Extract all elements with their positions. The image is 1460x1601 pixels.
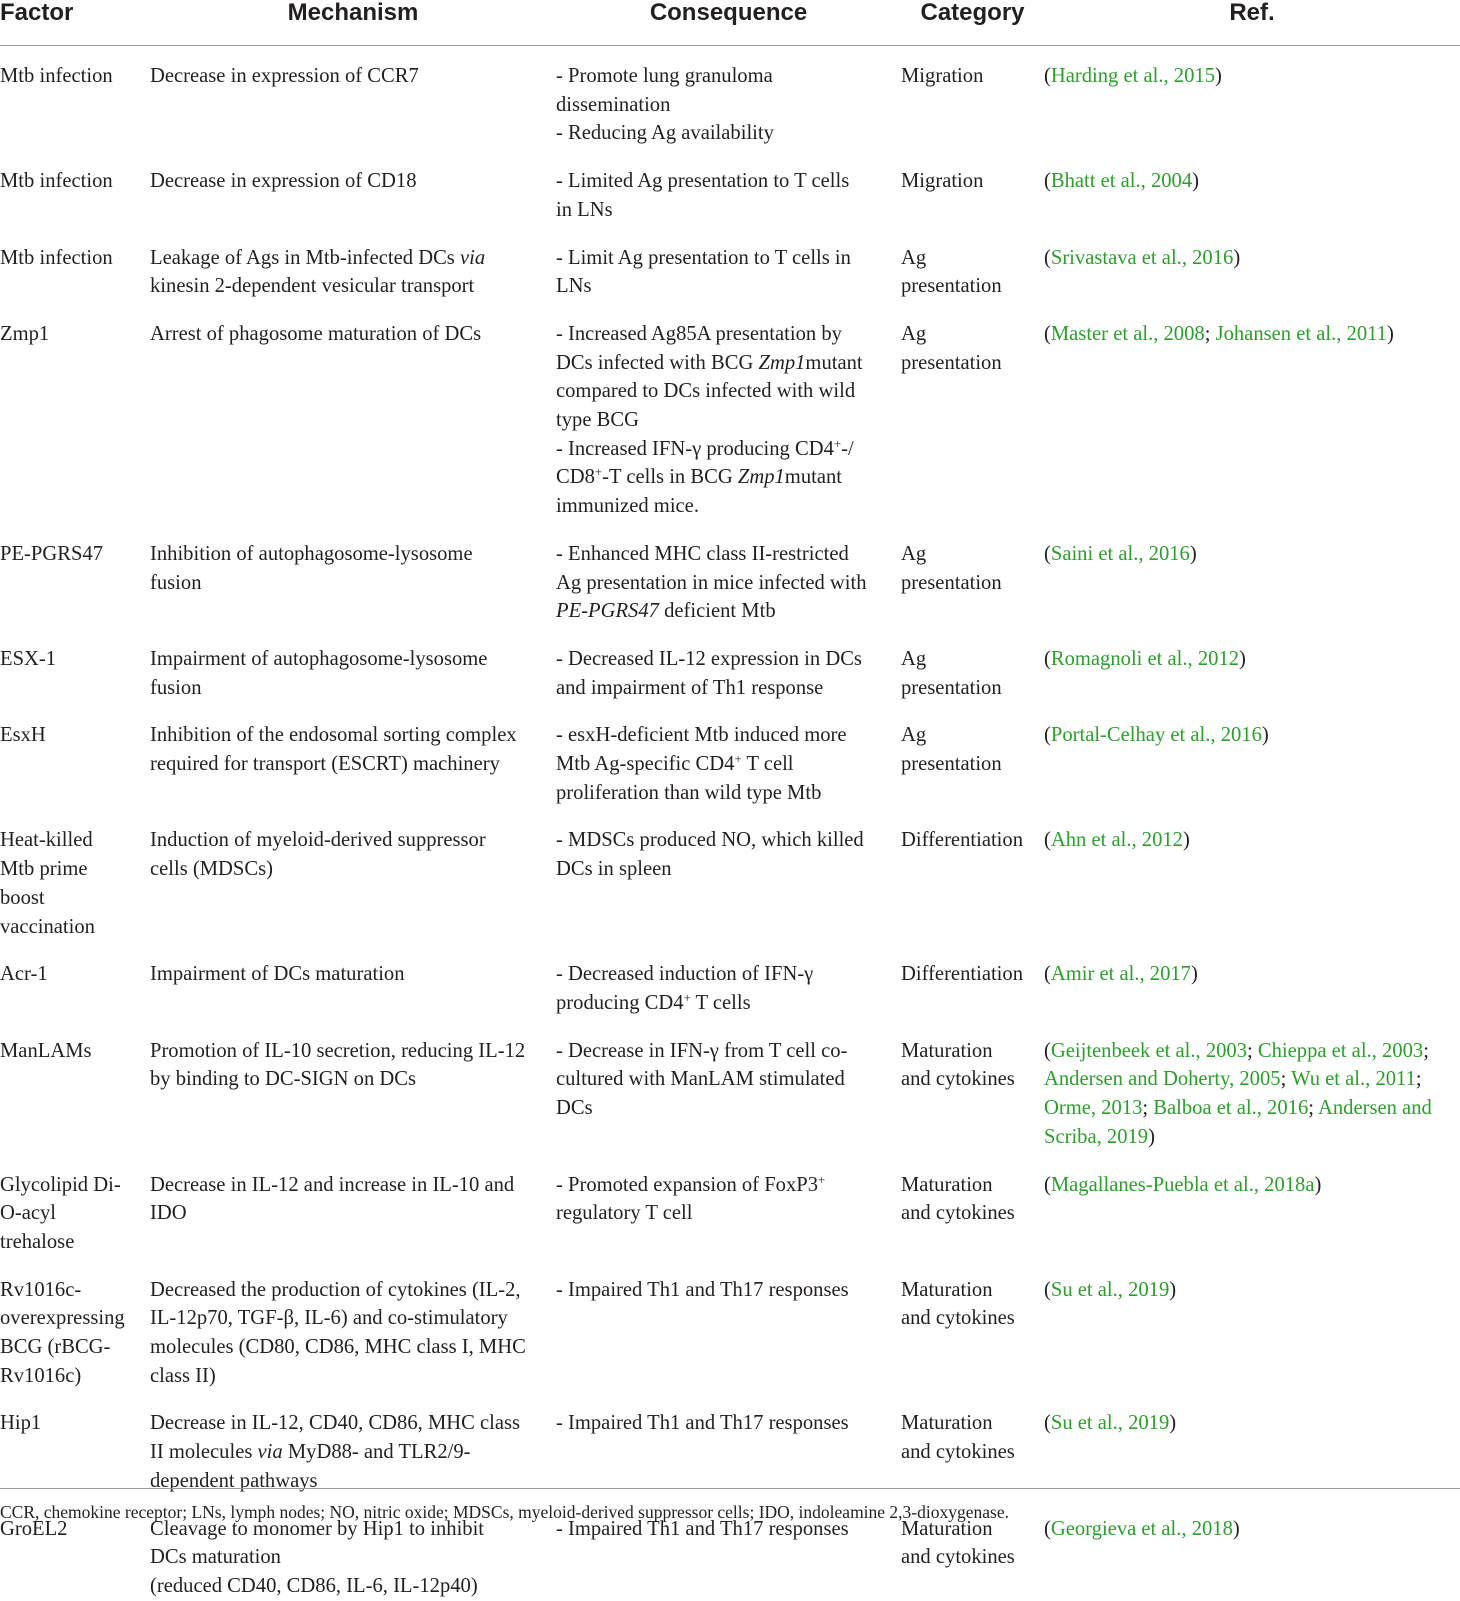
consequence-text: - Impaired Th1 and Th17 responses <box>556 1517 849 1540</box>
consequence-text: T cells <box>690 991 751 1014</box>
factor-cell <box>0 1018 150 1152</box>
header-mechanism: Mechanism <box>287 0 419 26</box>
consequence-text: - Increased Ag85A presentation by <box>556 322 842 345</box>
category-cell <box>901 702 1044 807</box>
ref-link[interactable]: Romagnoli et al., 2012 <box>1050 647 1240 670</box>
category-text: Ag <box>901 246 927 269</box>
consequence-text: DCs in spleen <box>556 858 672 881</box>
mechanism-cell <box>150 1018 556 1152</box>
category-text: presentation <box>901 676 1002 699</box>
ref-link[interactable]: Portal-Celhay et al., 2016 <box>1050 724 1262 747</box>
ref-cell: (Geijtenbeek et al., 2003; Chieppa et al., 2003; Andersen and Doherty, 2005; Wu et al., 2011; Orme, 2013; Balboa et al., 2016; Andersen and Scriba, 2019) <box>1044 1039 1432 1148</box>
factor-text: BCG (rBCG- <box>0 1336 111 1359</box>
mechanism-text: Decrease in IL-12, CD40, CD86, MHC class <box>150 1412 521 1435</box>
ref-link[interactable]: Master et al., 2008 <box>1050 322 1205 345</box>
category-cell <box>901 807 1044 941</box>
header-row <box>0 0 1460 46</box>
table-row <box>0 702 1460 807</box>
mechanism-text: DCs maturation <box>150 1546 281 1569</box>
superscript: + <box>734 752 742 767</box>
consequence-text: - Limit Ag presentation to T cells in <box>556 246 851 269</box>
category-text: presentation <box>901 571 1002 594</box>
consequence-text: - Reducing Ag availability <box>556 122 774 145</box>
mechanism-cell <box>150 1152 556 1257</box>
ref-cell: (Portal-Celhay et al., 2016) <box>1044 724 1269 747</box>
consequence-text: - Enhanced MHC class II-restricted <box>556 542 849 565</box>
header-category: Category <box>920 0 1025 26</box>
ref-link[interactable]: Chieppa et al., 2003 <box>1257 1039 1424 1062</box>
category-cell <box>901 1390 1044 1495</box>
mechanism-text: Arrest of phagosome maturation of DCs <box>150 322 482 345</box>
mechanism-text: fusion <box>150 571 202 594</box>
mechanism-text: required for transport (ESCRT) machinery <box>150 753 500 776</box>
ref-link[interactable]: Johansen et al., 2011 <box>1215 322 1387 345</box>
consequence-text: regulatory T cell <box>556 1202 693 1225</box>
category-text: Ag <box>901 322 927 345</box>
consequence-text: - Limited Ag presentation to T cells <box>556 170 850 193</box>
category-cell <box>901 148 1044 224</box>
category-text: and cytokines <box>901 1546 1015 1569</box>
factor-text: vaccination <box>0 915 95 938</box>
header-factor: Factor <box>0 0 74 26</box>
ref-cell: (Georgieva et al., 2018) <box>1044 1517 1240 1540</box>
factor-cell <box>0 1152 150 1257</box>
consequence-text: mutant <box>805 351 863 374</box>
consequence-text: - Decrease in IFN-γ from T cell co- <box>556 1039 848 1062</box>
consequence-text: -/ <box>841 437 854 460</box>
consequence-text: - Promote lung granuloma <box>556 65 773 87</box>
factor-text: Zmp1 <box>0 322 50 345</box>
mechanism-cell <box>150 626 556 702</box>
ref-link[interactable]: Ahn et al., 2012 <box>1050 829 1183 852</box>
superscript: + <box>833 436 842 451</box>
factor-text: PE-PGRS47 <box>0 542 103 565</box>
category-text: and cytokines <box>901 1202 1015 1225</box>
ref-link[interactable]: Saini et al., 2016 <box>1050 542 1190 565</box>
category-text: and cytokines <box>901 1307 1015 1330</box>
table-row <box>0 1257 1460 1391</box>
factor-cell <box>0 941 150 1017</box>
consequence-text: Ag presentation in mice infected with <box>556 571 867 594</box>
superscript: + <box>594 465 603 480</box>
factor-text: Mtb infection <box>0 65 113 87</box>
factor-text: ManLAMs <box>0 1039 92 1062</box>
ref-cell: (Ahn et al., 2012) <box>1044 829 1190 852</box>
table-row <box>0 521 1460 626</box>
consequence-text: type BCG <box>556 409 639 432</box>
consequence-text: DCs infected with BCG <box>556 351 759 374</box>
ref-cell: (Amir et al., 2017) <box>1044 963 1198 986</box>
consequence-cell <box>556 521 901 626</box>
mechanism-cell <box>150 702 556 807</box>
mechanism-text: Inhibition of the endosomal sorting complex <box>150 724 517 747</box>
mechanism-text: molecules (CD80, CD86, MHC class I, MHC <box>150 1336 526 1359</box>
category-cell <box>901 46 1044 149</box>
mechanism-text: Decreased the production of cytokines (IL-2, <box>150 1278 521 1301</box>
factor-cell <box>0 148 150 224</box>
consequence-cell <box>556 1257 901 1391</box>
table-row <box>0 1390 1460 1495</box>
factor-text: boost <box>0 886 45 909</box>
consequence-cell <box>556 702 901 807</box>
factor-cell <box>0 626 150 702</box>
mechanism-text: Decrease in expression of CCR7 <box>150 65 419 87</box>
mechanism-text: fusion <box>150 676 202 699</box>
ref-link[interactable]: Andersen and <box>1317 1097 1432 1120</box>
category-cell <box>901 521 1044 626</box>
category-text: Differentiation <box>901 963 1023 986</box>
table-row <box>0 1152 1460 1257</box>
consequence-text: - Increased IFN-γ producing CD4 <box>556 437 834 460</box>
ref-cell: (Su et al., 2019) <box>1044 1278 1177 1301</box>
mechanism-text: Decrease in expression of CD18 <box>150 170 417 193</box>
category-text: Migration <box>901 65 984 87</box>
superscript: + <box>683 990 691 1005</box>
table-row <box>0 301 1460 521</box>
ref-link[interactable]: Wu et al., 2011 <box>1291 1068 1416 1091</box>
ref-link[interactable]: Amir et al., 2017 <box>1050 963 1191 986</box>
mechanism-text: Inhibition of autophagosome-lysosome <box>150 542 473 565</box>
consequence-text: mutant <box>784 466 842 489</box>
category-text: Maturation <box>901 1039 993 1062</box>
factor-text: Mtb infection <box>0 246 113 269</box>
ref-link[interactable]: Geijtenbeek et al., 2003 <box>1050 1039 1248 1062</box>
gene-italic: PE-PGRS47 <box>556 600 659 623</box>
consequence-text: DCs <box>556 1097 593 1120</box>
consequence-cell <box>556 1390 901 1495</box>
mechanism-text: Cleavage to monomer by Hip1 to inhibit <box>150 1517 485 1540</box>
consequence-text: - esxH-deficient Mtb induced more <box>556 724 847 747</box>
category-cell <box>901 1257 1044 1391</box>
consequence-cell <box>556 807 901 941</box>
ref-link[interactable]: Andersen and Doherty, 2005 <box>1044 1068 1281 1091</box>
consequence-text: compared to DCs infected with wild <box>556 380 856 403</box>
mechanism-text: MyD88- and TLR2/9- <box>282 1441 471 1464</box>
factor-cell <box>0 521 150 626</box>
table-row <box>0 225 1460 301</box>
category-text: Differentiation <box>901 829 1023 852</box>
mechanism-text: Decrease in IL-12 and increase in IL-10 and <box>150 1173 515 1196</box>
factor-cell <box>0 1257 150 1391</box>
factor-text: trehalose <box>0 1230 75 1253</box>
mechanism-text: kinesin 2-dependent vesicular transport <box>150 275 475 298</box>
consequence-cell <box>556 46 901 149</box>
category-cell <box>901 626 1044 702</box>
factor-cell <box>0 807 150 941</box>
ref-link[interactable]: Orme, 2013 <box>1044 1097 1143 1120</box>
consequence-cell <box>556 301 901 521</box>
mechanism-italic: via <box>459 246 486 269</box>
mechanism-text: Impairment of DCs maturation <box>150 963 405 986</box>
category-text: Ag <box>901 724 927 747</box>
category-cell <box>901 1152 1044 1257</box>
category-cell <box>901 301 1044 521</box>
table-row <box>0 1018 1460 1152</box>
consequence-text: CD8 <box>556 466 595 489</box>
consequence-text: T cell <box>741 753 794 776</box>
consequence-text: dissemination <box>556 93 671 116</box>
ref-link[interactable]: Su et al., 2019 <box>1050 1278 1170 1301</box>
ref-link[interactable]: Srivastava et al., 2016 <box>1050 246 1234 269</box>
mechanism-text: dependent pathways <box>150 1469 318 1492</box>
factor-cell <box>0 225 150 301</box>
ref-cell: (Su et al., 2019) <box>1044 1412 1177 1435</box>
factor-cell <box>0 1390 150 1495</box>
factor-text: Acr-1 <box>0 963 48 986</box>
ref-link[interactable]: Harding et al., 2015 <box>1050 65 1215 87</box>
mechanism-cell <box>150 225 556 301</box>
ref-link[interactable]: Scriba, 2019 <box>1044 1125 1149 1148</box>
factor-text: Rv1016c) <box>0 1364 82 1387</box>
consequence-text: cultured with ManLAM stimulated <box>556 1068 845 1091</box>
category-text: Maturation <box>901 1412 993 1435</box>
ref-cell: (Master et al., 2008; Johansen et al., 2011) <box>1044 322 1394 345</box>
gene-italic: Zmp1 <box>737 466 785 489</box>
mechanism-text: Induction of myeloid-derived suppressor <box>150 829 486 852</box>
consequence-text: in LNs <box>556 198 613 221</box>
table-footnote: CCR, chemokine receptor; LNs, lymph nodes; NO, nitric oxide; MDSCs, myeloid-derived suppressor cells; IDO, indoleamine 2,3-dioxygenase. <box>0 1488 1460 1524</box>
category-text: Migration <box>901 170 984 193</box>
consequence-cell <box>556 148 901 224</box>
mechanism-text: II molecules <box>150 1441 258 1464</box>
consequence-text: producing CD4 <box>556 991 684 1014</box>
consequence-text: deficient Mtb <box>658 600 776 623</box>
category-text: presentation <box>901 753 1002 776</box>
gene-italic: Zmp1 <box>758 351 806 374</box>
category-cell <box>901 941 1044 1017</box>
ref-cell: (Saini et al., 2016) <box>1044 542 1197 565</box>
category-text: presentation <box>901 275 1002 298</box>
consequence-text: - MDSCs produced NO, which killed <box>556 829 864 852</box>
mechanism-cell <box>150 1257 556 1391</box>
factor-text: GroEL2 <box>0 1517 68 1540</box>
factor-cell <box>0 46 150 149</box>
mechanism-italic: via <box>257 1441 283 1464</box>
category-text: presentation <box>901 351 1002 374</box>
consequence-text: and impairment of Th1 response <box>556 676 824 699</box>
factor-cell <box>0 301 150 521</box>
mechanism-cell <box>150 521 556 626</box>
consequence-text: proliferation than wild type Mtb <box>556 781 822 804</box>
consequence-cell <box>556 1018 901 1152</box>
ref-cell: (Magallanes-Puebla et al., 2018a) <box>1044 1173 1322 1196</box>
mechanism-cell <box>150 941 556 1017</box>
mechanism-cell <box>150 301 556 521</box>
category-text: Maturation <box>901 1173 993 1196</box>
table-row <box>0 941 1460 1017</box>
mechanism-text: (reduced CD40, CD86, IL-6, IL-12p40) <box>150 1574 478 1597</box>
mechanism-text: Impairment of autophagosome-lysosome <box>150 647 488 670</box>
category-text: Ag <box>901 647 927 670</box>
table-row <box>0 46 1460 149</box>
consequence-cell <box>556 1152 901 1257</box>
category-cell <box>901 225 1044 301</box>
ref-link[interactable]: Bhatt et al., 2004 <box>1050 170 1193 193</box>
consequence-cell <box>556 626 901 702</box>
mechanism-text: IL-12p70, TGF-β, IL-6) and co-stimulatory <box>150 1307 508 1330</box>
ref-link[interactable]: Balboa et al., 2016 <box>1153 1097 1309 1120</box>
consequence-text: - Decreased induction of IFN-γ <box>556 963 814 986</box>
consequence-text: - Promoted expansion of FoxP3 <box>556 1173 818 1196</box>
consequence-cell <box>556 941 901 1017</box>
mechanism-cell <box>150 148 556 224</box>
category-cell <box>901 1018 1044 1152</box>
ref-link[interactable]: Georgieva et al., 2018 <box>1050 1517 1233 1540</box>
superscript: + <box>818 1172 826 1187</box>
mechanism-text: by binding to DC-SIGN on DCs <box>150 1068 417 1091</box>
ref-cell: (Srivastava et al., 2016) <box>1044 246 1241 269</box>
mechanism-text: IDO <box>150 1202 187 1225</box>
factor-text: EsxH <box>0 724 46 747</box>
consequence-text: -T cells in BCG <box>602 466 738 489</box>
factor-cell <box>0 702 150 807</box>
consequence-text: immunized mice. <box>556 495 699 518</box>
mechanism-text: class II) <box>150 1364 216 1387</box>
mechanism-text: cells (MDSCs) <box>150 858 273 881</box>
header-consequence: Consequence <box>649 0 808 26</box>
mechanism-cell <box>150 1390 556 1495</box>
table-row <box>0 807 1460 941</box>
category-text: Maturation <box>901 1517 993 1540</box>
factor-text: ESX-1 <box>0 647 57 670</box>
category-text: Maturation <box>901 1278 993 1301</box>
factor-text: Mtb prime <box>0 858 88 881</box>
table-row <box>0 626 1460 702</box>
mechanism-cell <box>150 807 556 941</box>
consequence-text: LNs <box>556 275 592 298</box>
consequence-text: - Decreased IL-12 expression in DCs <box>556 647 862 670</box>
factor-text: O-acyl <box>0 1202 57 1225</box>
mechanism-text: Leakage of Ags in Mtb-infected DCs <box>150 246 460 269</box>
header-ref: Ref. <box>1229 0 1275 26</box>
category-text: and cytokines <box>901 1441 1015 1464</box>
ref-link[interactable]: Magallanes-Puebla et al., 2018a <box>1050 1173 1315 1196</box>
ref-link[interactable]: Su et al., 2019 <box>1050 1412 1170 1435</box>
consequence-text: - Impaired Th1 and Th17 responses <box>556 1278 849 1301</box>
mechanism-text: Promotion of IL-10 secretion, reducing IL-12 <box>150 1039 526 1062</box>
factor-text: Rv1016c- <box>0 1278 82 1301</box>
consequence-cell <box>556 225 901 301</box>
category-text: Ag <box>901 542 927 565</box>
factor-text: Heat-killed <box>0 829 93 852</box>
ref-cell: (Bhatt et al., 2004) <box>1044 170 1199 193</box>
consequence-text: - Impaired Th1 and Th17 responses <box>556 1412 849 1435</box>
table-row <box>0 148 1460 224</box>
category-text: and cytokines <box>901 1068 1015 1091</box>
factor-text: Glycolipid Di- <box>0 1173 121 1196</box>
factor-text: Hip1 <box>0 1412 42 1435</box>
consequence-text: Mtb Ag-specific CD4 <box>556 753 735 776</box>
mechanism-cell <box>150 46 556 149</box>
ref-cell: (Harding et al., 2015) <box>1044 65 1222 87</box>
factor-text: overexpressing <box>0 1307 125 1330</box>
factor-text: Mtb infection <box>0 170 113 193</box>
ref-cell: (Romagnoli et al., 2012) <box>1044 647 1246 670</box>
